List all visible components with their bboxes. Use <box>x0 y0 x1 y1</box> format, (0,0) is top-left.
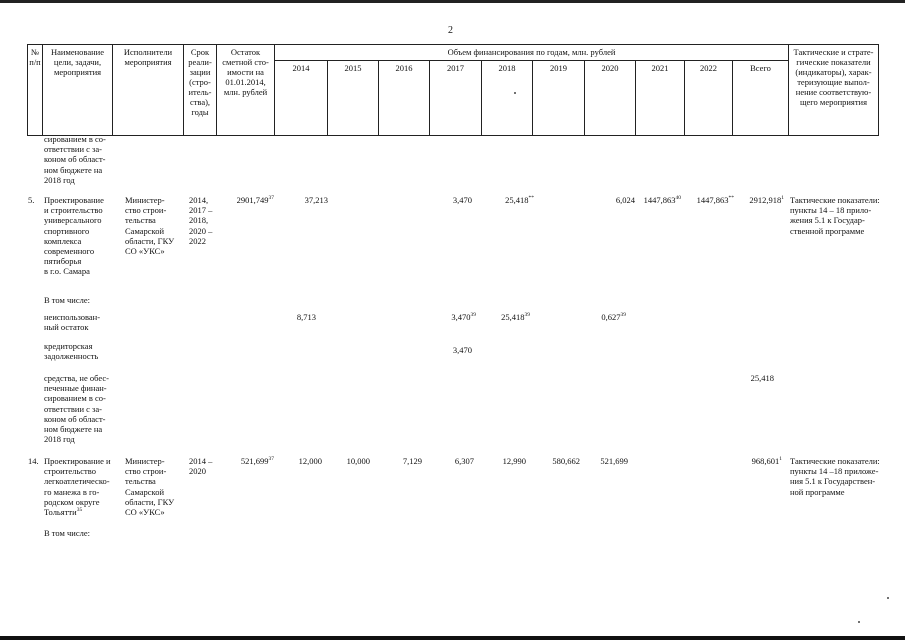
header-year-2017: 2017 <box>430 61 482 136</box>
row14-executor: Министер- ство строи- тельства Самарской области, ГКУ СО «УКС» <box>125 456 175 518</box>
row5-balance: 2901,749$^{37}$ <box>236 195 274 205</box>
including-label-1: В том числе: <box>44 295 90 305</box>
row14-2018: 12,990 <box>502 456 526 466</box>
unsecured-total: 25,418 <box>750 373 774 383</box>
header-name: Наименование цели, задачи, мероприятия <box>43 45 113 136</box>
scan-speck <box>514 92 516 94</box>
header-balance: Остаток сметной сто-имости на 01.01.2014, млн. рублей <box>217 45 275 136</box>
row5-name: Проектирование и строительство универсального спортивного комплекса современного пятиборья в г.о. Самара <box>44 195 104 277</box>
unused-2020: 0,627$^{39}$ <box>601 312 626 322</box>
unused-2018: 25,418$^{39}$ <box>501 312 530 322</box>
header-indicators: Тактические и страте-гические показатели (индикаторы), харак-теризующие выпол-нение соответствую-щего мероприятия <box>789 45 879 136</box>
row5-2017: 3,470 <box>452 195 472 205</box>
creditor-label: кредиторская задолженность <box>44 341 99 362</box>
unsecured-label: средства, не обес- печенные финан- сированием в со- ответствии с за- коном об област- ном бюджете на 2018 год <box>44 373 109 445</box>
header-year-2016: 2016 <box>379 61 430 136</box>
row14-name: Проектирование и строительство легкоатлетическо- го манежа в го- родском округе Тольятти$^{35}$ <box>44 456 111 518</box>
row5-2021: 1447,863$^{40}$ <box>643 195 681 205</box>
row14-2017: 6,307 <box>454 456 474 466</box>
row14-2019: 580,662 <box>552 456 580 466</box>
row5-indicators: Тактические показатели: пункты 14 – 18 прило- жения 5.1 к Государ- ственной программе <box>790 195 880 236</box>
scan-speck <box>858 621 860 623</box>
header-year-total: Всего <box>733 61 789 136</box>
row14-indicators: Тактические показатели: пункты 14 –18 приложе- ния 5.1 к Государствен- ной программе <box>790 456 880 497</box>
header-year-2022: 2022 <box>685 61 733 136</box>
row14-2016: 7,129 <box>402 456 422 466</box>
header-year-2021: 2021 <box>636 61 685 136</box>
row14-total: 968,601$^1$ <box>751 456 782 466</box>
row5-executor: Министер- ство строи- тельства Самарской области, ГКУ СО «УКС» <box>125 195 175 257</box>
header-funding-title: Объем финансирования по годам, млн. рублей <box>275 45 789 61</box>
page-number: 2 <box>448 25 453 36</box>
unused-label: неиспользован- ный остаток <box>44 312 101 333</box>
unused-2017: 3,470$^{39}$ <box>451 312 476 322</box>
row5-total: 2912,918$^1$ <box>749 195 784 205</box>
header-year-2020: 2020 <box>585 61 636 136</box>
unused-2014: 8,713 <box>296 312 316 322</box>
row5-2018: 25,418** <box>505 195 534 205</box>
row14-2015: 10,000 <box>346 456 370 466</box>
header-year-2014: 2014 <box>275 61 328 136</box>
row5-2020: 6,024 <box>615 195 635 205</box>
header-year-2015: 2015 <box>328 61 379 136</box>
row14-2020: 521,699 <box>600 456 628 466</box>
creditor-2017: 3,470 <box>452 345 472 355</box>
row5-2014: 37,213 <box>304 195 328 205</box>
row5-num: 5. <box>28 195 35 205</box>
header-executors: Исполнители мероприятия <box>113 45 184 136</box>
header-year-2018: 2018 <box>482 61 533 136</box>
row14-balance: 521,699$^{37}$ <box>240 456 274 466</box>
scan-top-edge <box>0 0 905 3</box>
scan-bottom-edge <box>0 636 905 640</box>
scan-speck <box>887 597 889 599</box>
continuation-text: сированием в со- ответствии с за- коном об област- ном бюджете на 2018 год <box>44 134 106 185</box>
header-term: Срок реали-зации (стро-итель-ства), годы <box>184 45 217 136</box>
row14-num: 14. <box>28 456 39 466</box>
row14-term: 2014 – 2020 <box>189 456 213 477</box>
row5-term: 2014, 2017 – 2018, 2020 – 2022 <box>189 195 213 246</box>
header-num: № п/п <box>28 45 43 136</box>
row5-2022: 1447,863** <box>696 195 734 205</box>
header-year-2019: 2019 <box>533 61 585 136</box>
including-label-2: В том числе: <box>44 528 90 538</box>
row14-2014: 12,000 <box>298 456 322 466</box>
table-header <box>27 44 879 136</box>
